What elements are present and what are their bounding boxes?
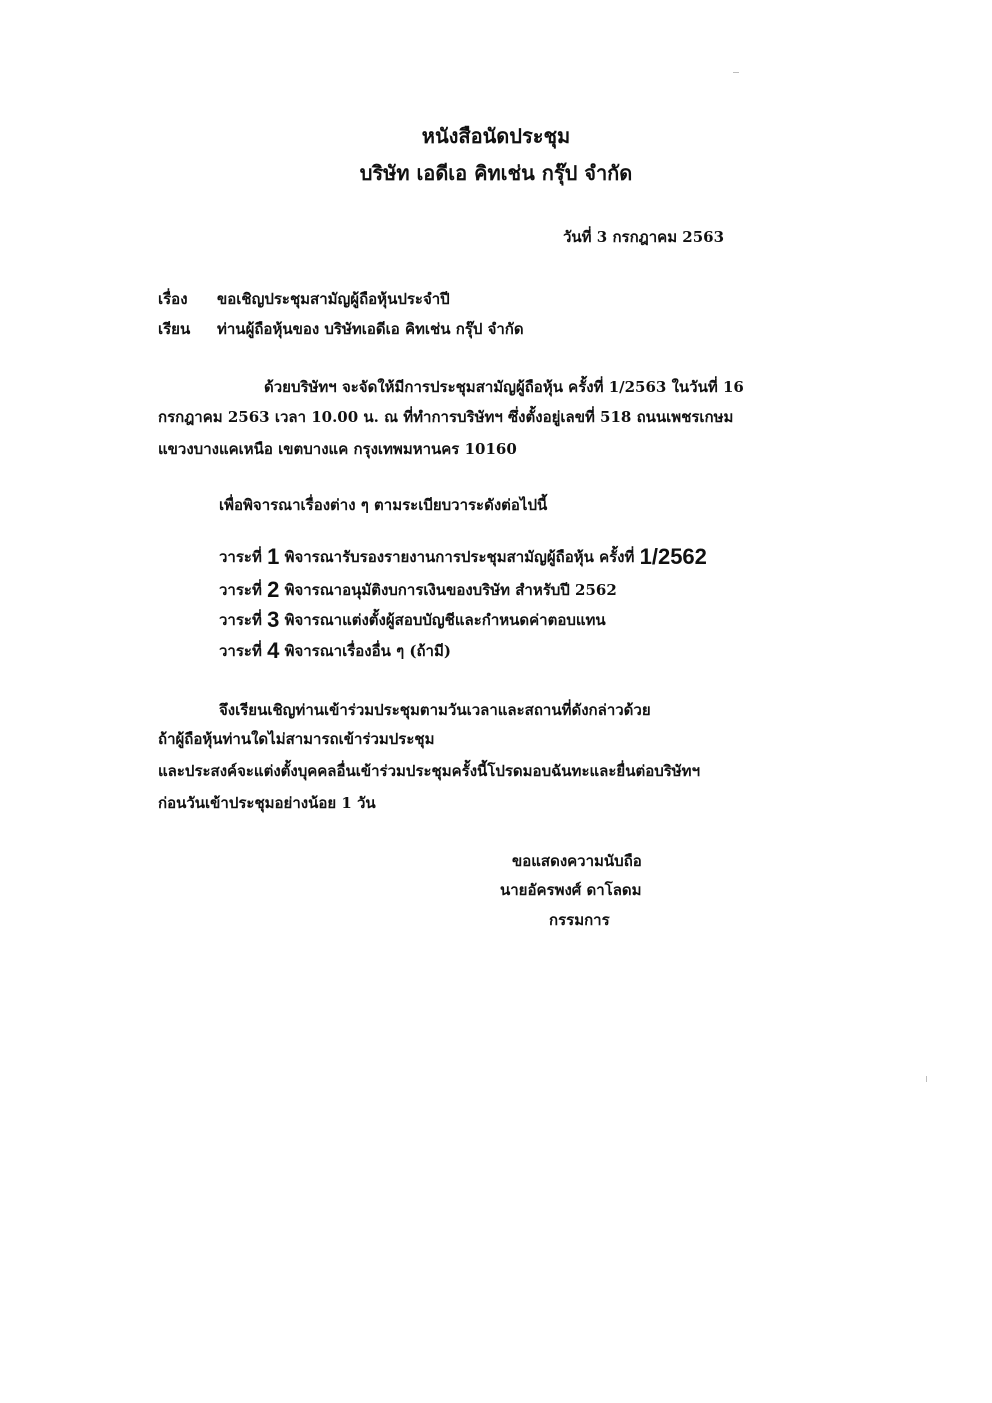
paragraph1-line2: กรกฎาคม 2563 เวลา 10.00 น. ณ ที่ทำการบริษัทฯ ซึ่งตั้งอยู่เลขที่ 518 ถนนเพชรเกษม [158,408,734,426]
scan-speck [926,1076,927,1082]
letter-title: หนังสือนัดประชุม [421,124,571,148]
signatory-position: กรรมการ [549,911,610,929]
paragraph1-line1: ด้วยบริษัทฯ จะจัดให้มีการประชุมสามัญผู้ถือหุ้น ครั้งที่ 1/2563 ในวันที่ 16 [264,378,744,396]
recipient-label: เรียน [158,320,191,338]
agenda-meeting-number: 1/2562 [639,544,707,569]
agenda-text: พิจารณาเรื่องอื่น ๆ (ถ้ามี) [284,642,451,660]
agenda-text: พิจารณารับรองรายงานการประชุมสามัญผู้ถือหุ้น ครั้งที่ [284,548,635,566]
company-name: บริษัท เอดีเอ คิทเช่น กรุ๊ป จำกัด [359,161,633,185]
paragraph2-line4: ก่อนวันเข้าประชุมอย่างน้อย 1 วัน [158,794,376,812]
scan-speck [733,72,739,73]
agenda-item [219,544,707,570]
agenda-number: 4 [267,638,280,663]
recipient-text: ท่านผู้ถือหุ้นของ บริษัทเอดีเอ คิทเช่น กรุ๊ป จำกัด [217,320,524,338]
agenda-prefix: วาระที่ [219,611,262,629]
agenda-prefix: วาระที่ [219,642,262,660]
subject-text: ขอเชิญประชุมสามัญผู้ถือหุ้นประจำปี [217,290,450,308]
agenda-item [219,638,451,664]
subject-label: เรื่อง [158,290,188,308]
agenda-item [219,577,617,603]
agenda-intro: เพื่อพิจารณาเรื่องต่าง ๆ ตามระเบียบวาระดังต่อไปนี้ [219,496,548,514]
agenda-prefix: วาระที่ [219,581,262,599]
agenda-text: พิจารณาแต่งตั้งผู้สอบบัญชีและกำหนดค่าตอบแทน [284,611,606,629]
agenda-prefix: วาระที่ [219,548,262,566]
agenda-number: 3 [267,607,280,632]
closing-text: ขอแสดงความนับถือ [512,852,642,870]
agenda-text: พิจารณาอนุมัติงบการเงินของบริษัท สำหรับปี 2562 [284,581,617,599]
agenda-number: 2 [267,577,280,602]
paragraph1-line3: แขวงบางแคเหนือ เขตบางแค กรุงเทพมหานคร 10160 [158,440,517,458]
paragraph2-line3: และประสงค์จะแต่งตั้งบุคคลอื่นเข้าร่วมประชุมครั้งนี้โปรดมอบฉันทะและยื่นต่อบริษัทฯ [158,762,700,780]
signatory-name: นายอัครพงศ์ ดาโลดม [500,881,642,899]
paragraph2-line2: ถ้าผู้ถือหุ้นท่านใดไม่สามารถเข้าร่วมประชุม [158,730,435,748]
agenda-item [219,607,606,633]
letter-date: วันที่ 3 กรกฎาคม 2563 [563,228,725,246]
paragraph2-line1: จึงเรียนเชิญท่านเข้าร่วมประชุมตามวันเวลาและสถานที่ดังกล่าวด้วย [219,701,651,719]
agenda-number: 1 [267,544,280,569]
